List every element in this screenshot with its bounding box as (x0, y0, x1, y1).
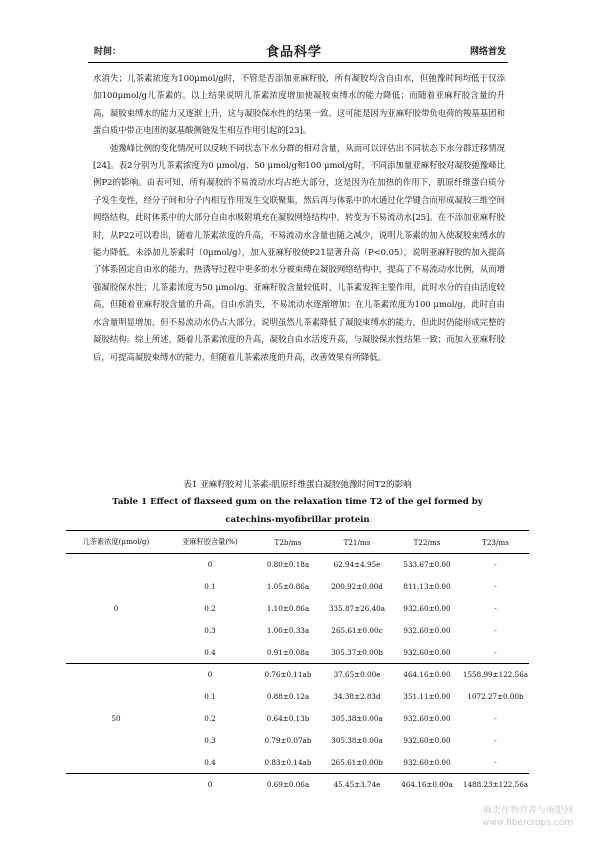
table-cell: 1488.23±122.56a (462, 773, 529, 795)
table-cell: 0 (166, 773, 254, 795)
table-cell: 1.10±0.86a (266, 603, 310, 613)
table-cell: 0 (166, 663, 254, 685)
catechin-conc-cell: 50 (66, 663, 166, 773)
table-cell: - (494, 713, 497, 723)
table-cell: 1.05±0.86a (266, 582, 310, 592)
table-cell: 37.65±0.00e (322, 663, 392, 685)
table-cell: 0.1 (204, 582, 216, 592)
table-cell: 0.3 (204, 735, 216, 745)
table-cell: - (494, 560, 497, 570)
table-cell: 45.45±3.74e (322, 773, 392, 795)
table-cell: 0 (207, 560, 213, 570)
catechin-conc-cell: 0 (113, 603, 119, 613)
table-row (66, 554, 529, 576)
paragraph-2: 弛豫峰比例的变化情况可以反映不同状态下水分群的相对含量，从而可以评估出不同状态下水分群迁移情况[24]。表2分别为儿茶素浓度为0 μmol/g、50 μmol/g和100 μmol/g时，不同添加量亚麻籽胶对凝胶弛豫峰比例P2的影响。由表可知，所有凝胶的不易流动水均占绝大部分，这是因为在加热的作用下，肌原纤维蛋白质分子发生变性，经分子间和分子内相互作用发生交联聚集，然后再与体系中的水通过化学键合而形成凝胶三维空间网络结构，此时体系中的大部分自由水吸附填充在凝胶网络结构中，转变为不易流动水[25]。在不添加亚麻籽胶时，从P22可以看出，随着儿茶素浓度的升高，不易流动水含量也随之减少，说明儿茶素的加入使凝胶束缚水的能力降低。未添加儿茶素时（0μmol/g），加入亚麻籽胶使P21显著升高（P<0.05），说明亚麻籽胶的加入提高了体系固定自由水的能力，热诱导过程中更多的水分被束缚在凝胶网络结构中，提高了不易流动水比例，从而增强凝胶保水性；儿茶素浓度为50 μmol/g、亚麻籽胶含量较低时，儿茶素发挥主要作用，此时水分的自由活度较高，但随着亚麻籽胶含量的升高，自由水消失，不易流动水逐渐增加；在儿茶素浓度为100 μmol/g，此时自由水含量明显增加，但不易流动水仍占大部分，说明虽然儿茶素降低了凝胶束缚水的能力，但此时仍能形成完整的凝胶结构。综上所述，随着儿茶素浓度的升高，凝胶自由水活度升高，与凝胶保水性结果一致；而加入亚麻籽胶后，可提高凝胶束缚水的能力，但随着儿茶素浓度的升高，改善效果有所降低。 (93, 142, 505, 362)
table-cell: 932.60±0.00 (403, 625, 451, 635)
table-cell: 811.13±0.00 (403, 582, 451, 592)
paragraph-1: 水消失；儿茶素浓度为100μmol/g时，不管是否添加亚麻籽胶，所有凝胶均含自由水，但弛豫时间均低于仅添加100μmol/g儿茶素的。以上结果说明儿茶素浓度增加使凝胶束缚水的能力降低；而随着亚麻籽胶含量的升高，凝胶束缚水的能力又逐渐上升，这与凝胶保水性的结果一致。这可能是因为亚麻籽胶带负电荷的羧基基团和蛋白质中带正电团的氨基酸侧链发生相互作用引起的[23]。 (93, 73, 505, 136)
header-t2b: T2b/ms (254, 531, 322, 554)
site-watermark (482, 805, 573, 829)
table-cell: 0.3 (204, 625, 216, 635)
watermark-line-1: 麻类作物营养与施肥网 (482, 806, 573, 816)
table-cell: 932.60±0.00 (403, 757, 451, 767)
table-cell: - (494, 625, 497, 635)
table-cell: 0.4 (204, 647, 216, 657)
table-cell: 62.94±4.95e (333, 560, 381, 570)
table-body (66, 554, 529, 796)
table-cell: 0.2 (204, 713, 216, 723)
table-cell: - (494, 735, 497, 745)
table-title-cn: 表1 亚麻籽胶对儿茶素-肌原纤维蛋白凝胶弛豫时间T2的影响 (183, 480, 412, 490)
table-row (66, 773, 529, 795)
table-cell: 305.38±0.00a (331, 713, 383, 723)
table-header-row (66, 531, 529, 554)
table-cell: 533.67±0.00 (403, 560, 451, 570)
table-cell: 0.80±0.18a (266, 560, 310, 570)
header-online-first: 网络首发 (469, 47, 506, 57)
table-cell: 0.79±0.07ab (264, 735, 312, 745)
table-cell: 464.16±0.00a (392, 773, 462, 795)
table-cell: 265.61±0.00c (331, 625, 383, 635)
table-cell: 1.00±0.33a (266, 625, 310, 635)
table-cell: 0.83±0.14ab (264, 757, 312, 767)
table-cell: 0.76±0.11ab (254, 663, 322, 685)
header-flaxseed-content: 亚麻籽胶含量(%) (166, 531, 254, 554)
header-date-label: 时间： (94, 47, 122, 57)
table-cell: 932.60±0.00 (403, 603, 451, 613)
table-cell: 335.87±26.40a (328, 603, 386, 613)
table-cell: 932.60±0.00 (403, 713, 451, 723)
table-cell: 0.2 (204, 603, 216, 613)
table-cell: 1558.99±122.56a (462, 663, 529, 685)
header-t22: T22/ms (392, 531, 462, 554)
watermark-line-2: www.fibercrops.com (482, 818, 573, 828)
table-cell: 1072.27±0.00b (467, 692, 524, 702)
table-cell: - (494, 603, 497, 613)
table-cell: 932.60±0.00 (403, 735, 451, 745)
table-cell: 0.69±0.06a (254, 773, 322, 795)
table-cell: 932.60±0.00 (403, 647, 451, 657)
table-cell: 200.92±0.00d (331, 582, 383, 592)
table-cell: - (494, 757, 497, 767)
table-cell: 0.1 (204, 692, 216, 702)
header-t23: T23/ms (462, 531, 529, 554)
table-row (66, 663, 529, 685)
table-cell: 305.38±0.00a (331, 735, 383, 745)
article-body (93, 70, 505, 366)
table-cell: 0.91±0.08a (266, 647, 310, 657)
journal-logo: 食品科学 (266, 45, 323, 60)
table-title-en-2: catechins-myofibrillar protein (225, 515, 370, 525)
table-cell: 0.64±0.13b (266, 713, 310, 723)
table-cell: 464.16±0.00 (392, 663, 462, 685)
table-cell: 0.88±0.12a (266, 692, 310, 702)
table-cell: - (494, 582, 497, 592)
header-t21: T21/ms (322, 531, 392, 554)
table-cell: 351.11±0.00 (403, 692, 451, 702)
relaxation-time-table (66, 530, 529, 796)
table-cell: 265.61±0.00b (331, 757, 383, 767)
table-title-en-1: Table 1 Effect of flaxseed gum on the relaxation time T2 of the gel formed by (112, 497, 483, 507)
table-cell: 0.4 (204, 757, 216, 767)
table-cell: 34.38±2.83d (333, 692, 381, 702)
catechin-conc-cell (66, 773, 166, 795)
header-catechin-conc: 儿茶素浓度(μmol/g) (66, 531, 166, 554)
table-cell: 305.37±0.00b (331, 647, 383, 657)
page-header (88, 42, 508, 63)
table-cell: - (494, 647, 497, 657)
